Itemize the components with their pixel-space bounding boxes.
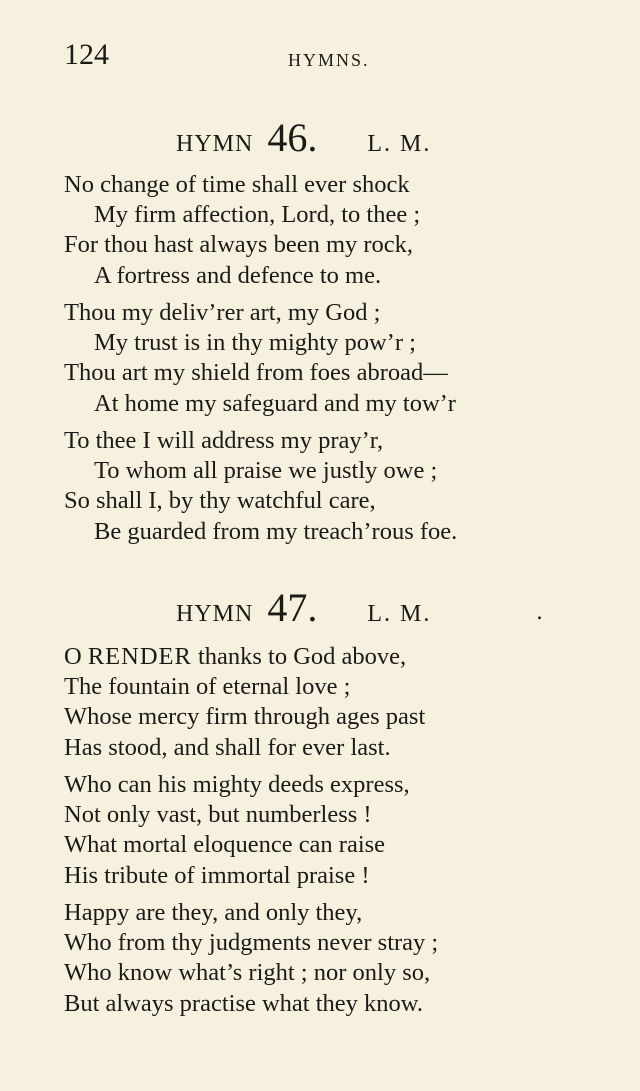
verse-line: My firm affection, Lord, to thee ;	[94, 201, 421, 229]
verse-line: Thou my deliv’rer art, my God ;	[64, 299, 381, 326]
hymn-47-verse-1	[64, 642, 604, 763]
verse-line: Has stood, and shall for ever last.	[64, 733, 391, 761]
verse-line: A fortress and defence to me.	[94, 261, 382, 289]
hymn-47-verse-3	[64, 898, 604, 1019]
verse-line: Not only vast, but numberless !	[64, 801, 372, 829]
hymn-meter: L. M.	[367, 601, 432, 627]
verse-line: Happy are they, and only they,	[64, 899, 363, 926]
verse-line: Who can his mighty deeds express,	[64, 771, 410, 798]
verse-line: The fountain of eternal love ;	[64, 673, 351, 701]
smallcaps-word: RENDER	[87, 643, 192, 670]
verse-line: But always practise what they know.	[64, 989, 424, 1017]
hymn-number: 46.	[267, 115, 318, 160]
hymn-47-verse-2	[64, 770, 604, 891]
stray-mark: .	[536, 600, 543, 625]
verse-line: My trust is in thy mighty pow’r ;	[94, 329, 416, 357]
hymn-number: 47.	[267, 585, 318, 630]
hymn-46-verse-1	[64, 170, 604, 291]
running-title: HYMNS.	[288, 50, 370, 70]
hymn-46-verse-3	[64, 426, 604, 547]
verse-line: No change of time shall ever shock	[64, 171, 410, 198]
verse-line: What mortal eloquence can raise	[64, 831, 386, 859]
verse-line: To whom all praise we justly owe ;	[94, 457, 438, 485]
verse-line: Whose mercy firm through ages past	[64, 703, 426, 731]
verse-line: To thee I will address my pray’r,	[64, 427, 384, 454]
verse-line: So shall I, by thy watchful care,	[64, 487, 376, 515]
verse-line-first	[64, 642, 604, 672]
verse-line: His tribute of immortal praise !	[64, 861, 370, 889]
verse-line: Who know what’s right ; nor only so,	[64, 959, 431, 987]
hymn-46-heading	[176, 114, 431, 161]
verse-line: Who from thy judgments never stray ;	[64, 929, 439, 957]
drop-word: O	[64, 643, 82, 670]
verse-line: Be guarded from my treach’rous foe.	[94, 517, 458, 545]
hymn-meter: L. M.	[367, 131, 432, 157]
hymn-46-verse-2	[64, 298, 604, 419]
verse-line: At home my safeguard and my tow’r	[94, 389, 456, 417]
page-number: 124	[64, 38, 109, 71]
running-head	[64, 38, 574, 78]
hymn-label: HYMN	[176, 601, 254, 627]
verse-line: For thou hast always been my rock,	[64, 231, 414, 259]
verse-line-rest: thanks to God above,	[197, 643, 407, 670]
verse-line: Thou art my shield from foes abroad—	[64, 359, 448, 387]
hymn-47-heading	[176, 584, 431, 631]
hymn-label: HYMN	[176, 131, 254, 157]
